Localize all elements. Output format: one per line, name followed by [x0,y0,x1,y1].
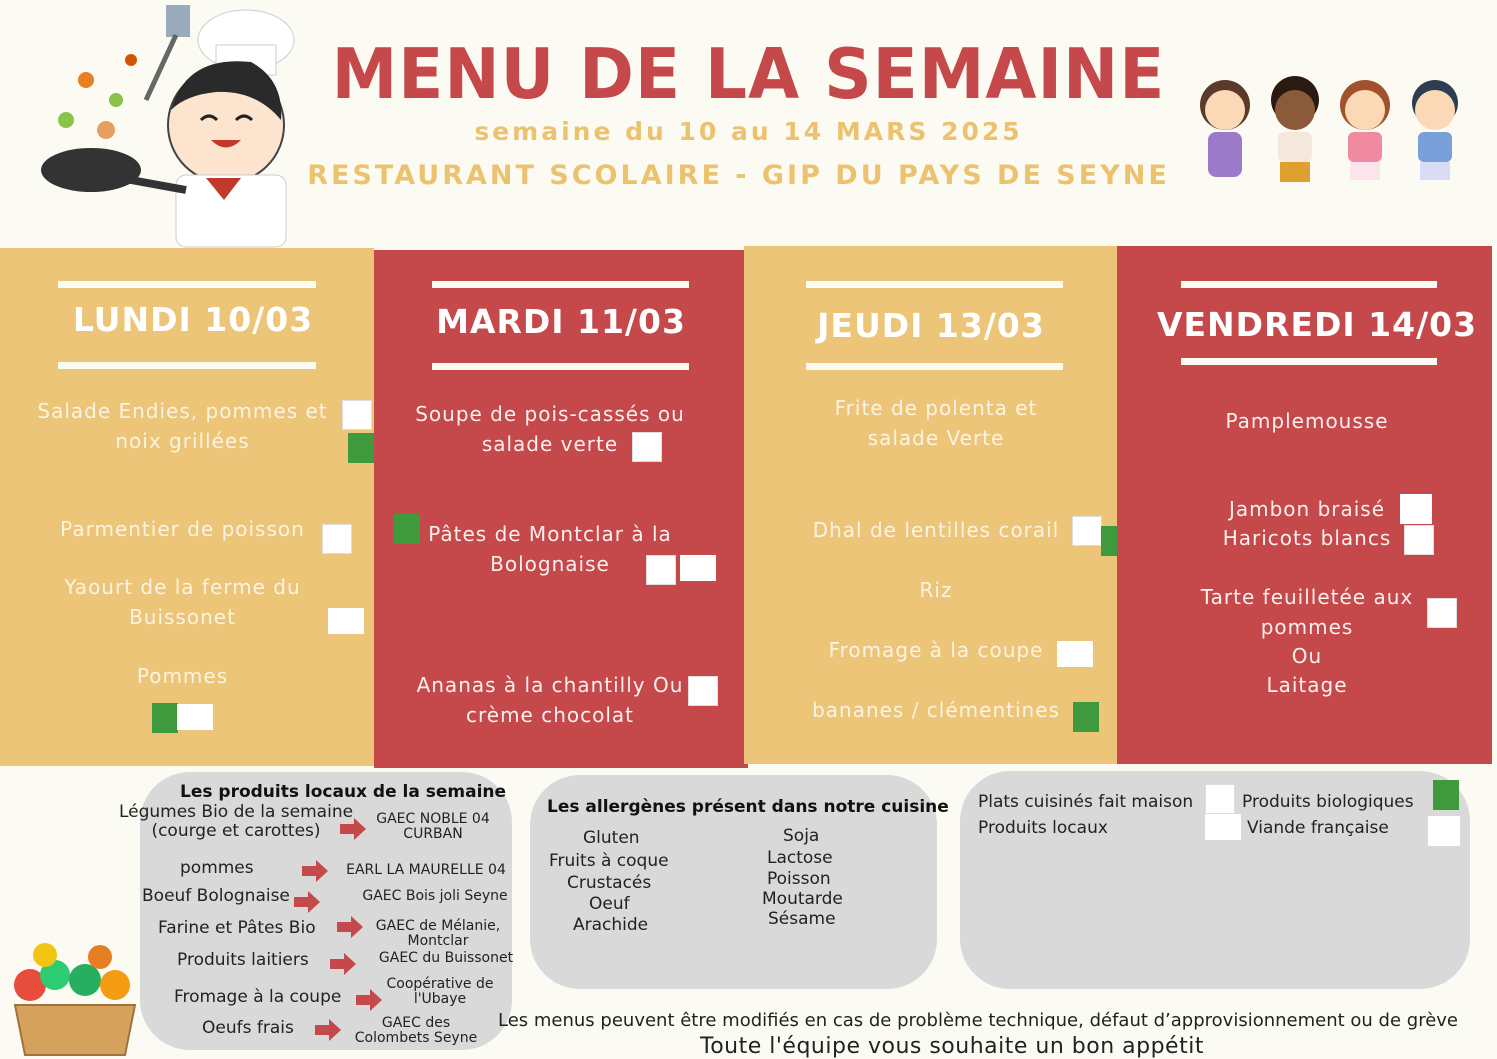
dish: Pâtes de Montclar à la Bolognaise [428,522,672,576]
legend-home-made: Plats cuisinés fait maison [978,792,1194,812]
organic-ab-icon [394,514,420,544]
dish: Fromage à la coupe [828,638,1044,662]
legend-organic: Produits biologiques [1242,792,1414,812]
arrow-right-icon [337,916,363,938]
local-product: Boeuf Bolognaise [142,886,290,906]
arrow-right-icon [340,818,366,840]
local-product: Farine et Pâtes Bio [158,918,316,938]
dish: Salade Endies, pommes et noix grillées [37,399,328,453]
local-supplier: EARL LA MAURELLE 04 [346,862,506,878]
allergen: Sésame [768,909,836,929]
allergen: Soja [783,826,820,846]
french-meat-icon [1428,816,1460,846]
home-made-icon [1427,598,1457,628]
day-title: JEUDI 13/03 [817,306,1045,345]
dish: bananes / clémentines [812,698,1060,722]
dish: Tarte feuilletée aux pommes [1200,585,1414,639]
dish: Yaourt de la ferme du Buissonet [64,575,301,629]
day-title: MARDI 11/03 [436,302,686,341]
organic-ab-icon [1073,702,1099,732]
divider [58,362,316,369]
dish: Frite de polenta et salade Verte [834,396,1038,450]
organic-ab-icon [348,433,374,463]
allergens-title: Les allergènes présent dans notre cuisine [547,797,949,817]
organic-ab-icon [1433,780,1459,810]
vegetable-basket-illustration [0,935,150,1059]
allergen: Oeuf [589,894,630,914]
day-column-thursday [744,246,1118,764]
divider [432,281,689,288]
local-supplier: GAEC NOBLE 04 CURBAN [376,811,490,842]
dish: Pamplemousse [1225,409,1389,433]
divider [1181,281,1437,288]
allergen: Moutarde [762,889,843,909]
local-supplier: GAEC du Buissonet [378,950,514,966]
dish: Parmentier de poisson [60,517,305,541]
home-made-icon [1404,525,1434,555]
home-made-icon [322,524,352,554]
arrow-right-icon [330,953,356,975]
local-products-icon [1057,641,1093,667]
local-supplier: Coopérative de l'Ubaye [386,976,494,1007]
organic-ab-icon [152,703,178,733]
home-made-icon [1205,784,1235,814]
divider [806,363,1063,370]
home-made-icon [688,676,718,706]
arrow-right-icon [356,989,382,1011]
allergen: Poisson [767,869,831,889]
divider [58,281,316,288]
week-range: semaine du 10 au 14 MARS 2025 [474,117,1023,146]
dish: Ananas à la chantilly Ou crème chocolat [416,673,684,727]
home-made-icon [646,555,676,585]
local-products-icon [680,555,716,581]
local-supplier: GAEC des Colombets Seyne [354,1015,478,1046]
local-products-icon [328,608,364,634]
local-product: Oeufs frais [202,1018,294,1038]
dish: Haricots blancs [1222,526,1392,550]
day-column-monday [0,248,374,766]
local-product: Fromage à la coupe [174,987,342,1007]
local-products-title: Les produits locaux de la semaine [180,782,507,802]
dish: Ou [1291,644,1323,668]
day-title: VENDREDI 14/03 [1156,305,1478,344]
french-meat-icon [1400,494,1432,524]
allergen: Fruits à coque [549,851,669,871]
dish: Riz [919,578,953,602]
home-made-icon [632,432,662,462]
local-product: pommes [180,858,254,878]
closing-message: Toute l'équipe vous souhaite un bon appétit [700,1034,1204,1059]
local-supplier: GAEC de Mélanie, Montclar [375,918,501,949]
page-title: MENU DE LA SEMAINE [331,34,1166,115]
divider [1181,358,1437,365]
dish: Jambon braisé [1228,497,1386,521]
dish: Laitage [1266,673,1348,697]
legend-french-meat: Viande française [1247,818,1389,838]
allergen: Arachide [573,915,649,935]
restaurant-name: RESTAURANT SCOLAIRE - GIP DU PAYS DE SEYNE [307,160,1170,191]
arrow-right-icon [294,891,320,913]
local-supplier: GAEC Bois joli Seyne [362,888,508,904]
day-column-tuesday [374,250,748,768]
arrow-right-icon [315,1019,341,1041]
local-product: Produits laitiers [177,950,309,970]
divider [806,281,1063,288]
allergen: Lactose [767,848,833,868]
home-made-icon [1072,516,1102,546]
dish: Pommes [136,664,229,688]
arrow-right-icon [302,860,328,882]
divider [432,363,689,370]
dish: Soupe de pois-cassés ou salade verte [415,402,685,456]
legend-local: Produits locaux [978,818,1108,838]
dish: Dhal de lentilles corail [812,518,1060,542]
local-product: Légumes Bio de la semaine (courge et carottes) [118,802,354,841]
local-products-icon [177,704,213,730]
day-title: LUNDI 10/03 [72,300,314,339]
home-made-icon [342,400,372,430]
disclaimer: Les menus peuvent être modifiés en cas de problème technique, défaut d’approvisionnement ou de grève [498,1010,1459,1031]
allergen: Gluten [583,828,640,848]
day-column-friday [1117,246,1492,764]
allergen: Crustacés [567,873,652,893]
local-products-icon [1205,814,1241,840]
